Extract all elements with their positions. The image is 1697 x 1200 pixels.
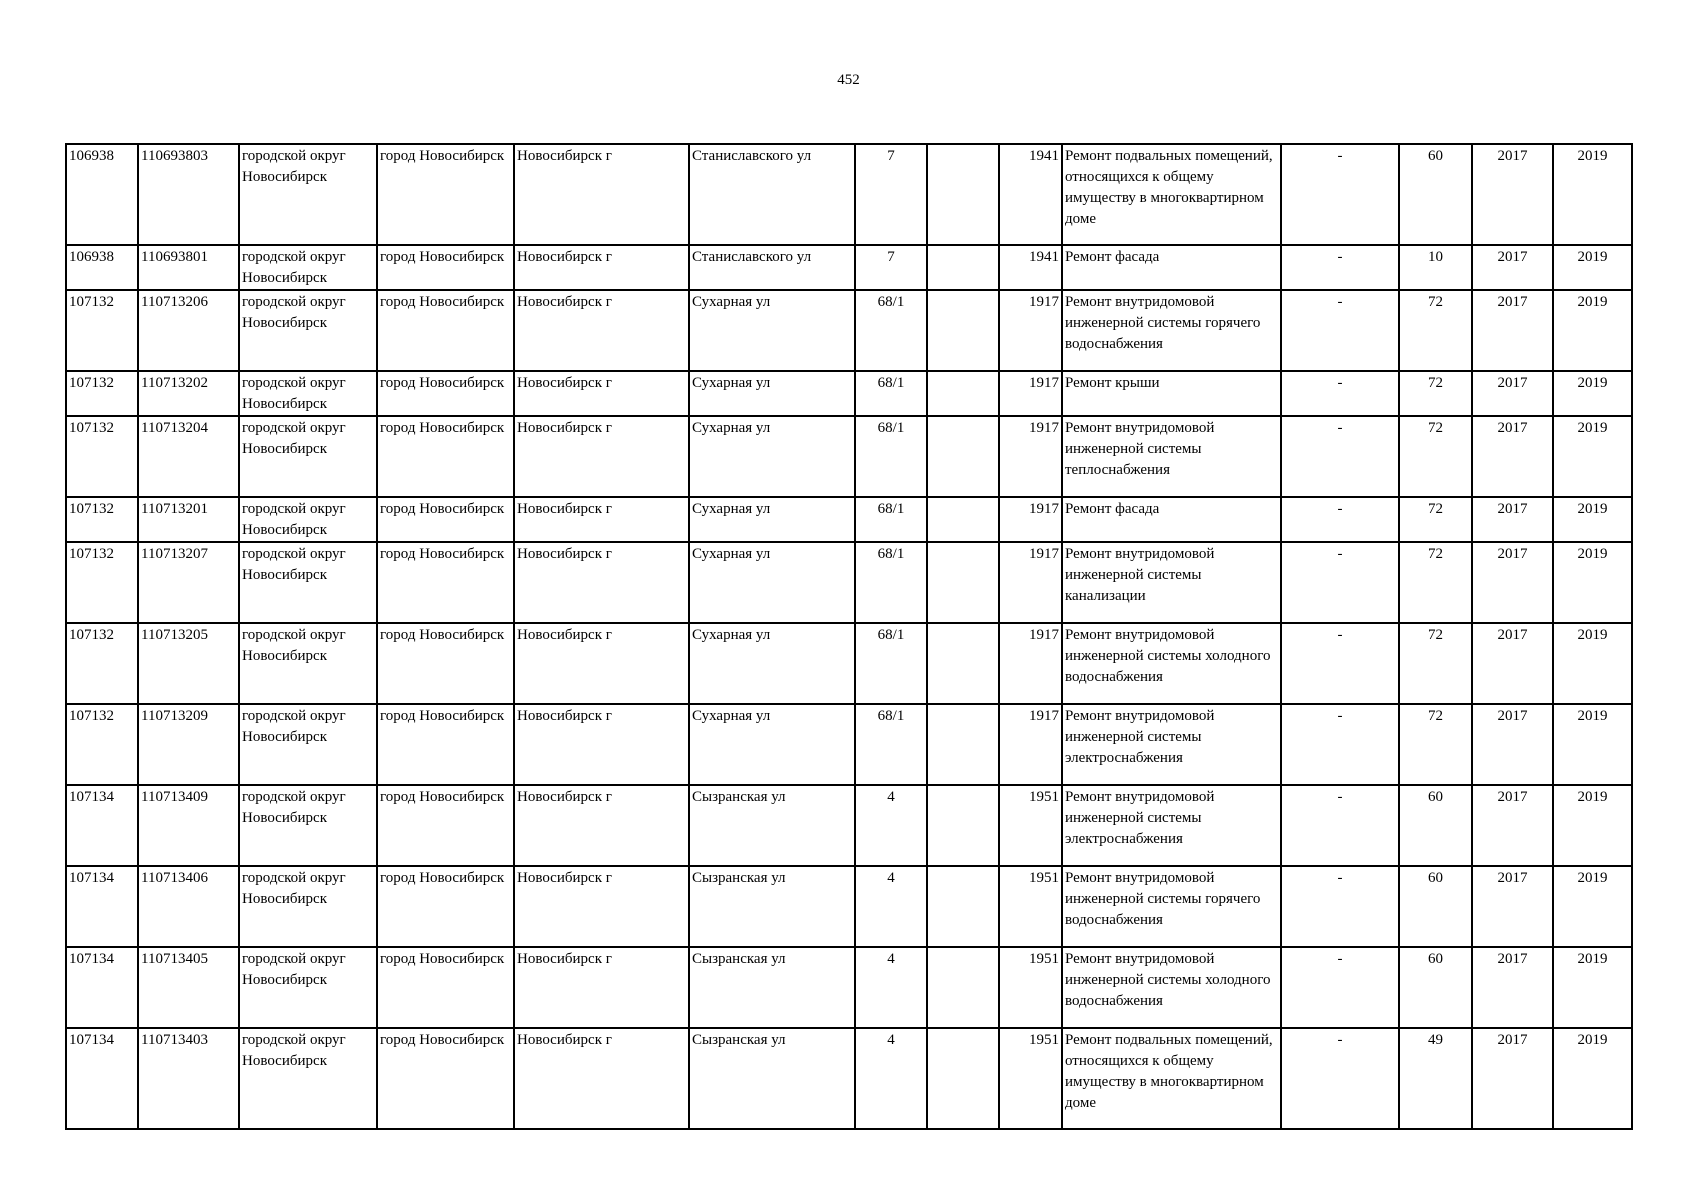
end-year-cell: 2019 — [1553, 290, 1632, 371]
end-year-cell: 2019 — [1553, 704, 1632, 785]
house-id-cell: 107132 — [66, 704, 138, 785]
dash-cell: - — [1281, 290, 1399, 371]
work-type-cell: Ремонт крыши — [1062, 371, 1281, 416]
district-cell: городской округ Новосибирск — [239, 785, 377, 866]
dash-cell: - — [1281, 947, 1399, 1028]
build-year-cell: 1941 — [999, 245, 1062, 290]
building-cell — [927, 371, 999, 416]
building-cell — [927, 245, 999, 290]
dash-cell: - — [1281, 785, 1399, 866]
build-year-cell: 1951 — [999, 785, 1062, 866]
street-cell: Сухарная ул — [689, 623, 855, 704]
build-year-cell: 1917 — [999, 416, 1062, 497]
settlement-cell: город Новосибирск — [377, 416, 514, 497]
start-year-cell: 2017 — [1472, 623, 1553, 704]
house-id-cell: 107132 — [66, 371, 138, 416]
district-cell: городской округ Новосибирск — [239, 947, 377, 1028]
house-id-cell: 107134 — [66, 785, 138, 866]
table-row — [66, 866, 1632, 947]
building-cell — [927, 144, 999, 245]
city-cell: Новосибирск г — [514, 416, 689, 497]
building-cell — [927, 785, 999, 866]
wear-cell: 60 — [1399, 785, 1472, 866]
wear-cell: 49 — [1399, 1028, 1472, 1129]
work-type-cell: Ремонт внутридомовой инженерной системы холодного водоснабжения — [1062, 623, 1281, 704]
wear-cell: 72 — [1399, 704, 1472, 785]
settlement-cell: город Новосибирск — [377, 144, 514, 245]
house-id-cell: 107132 — [66, 497, 138, 542]
district-cell: городской округ Новосибирск — [239, 704, 377, 785]
start-year-cell: 2017 — [1472, 1028, 1553, 1129]
work-type-cell: Ремонт фасада — [1062, 245, 1281, 290]
record-id-cell: 110693801 — [138, 245, 239, 290]
work-type-cell: Ремонт фасада — [1062, 497, 1281, 542]
house-number-cell: 4 — [855, 785, 927, 866]
build-year-cell: 1951 — [999, 1028, 1062, 1129]
table-row — [66, 623, 1632, 704]
building-cell — [927, 290, 999, 371]
start-year-cell: 2017 — [1472, 704, 1553, 785]
wear-cell: 60 — [1399, 866, 1472, 947]
house-id-cell: 107132 — [66, 623, 138, 704]
build-year-cell: 1917 — [999, 623, 1062, 704]
build-year-cell: 1951 — [999, 866, 1062, 947]
building-cell — [927, 947, 999, 1028]
dash-cell: - — [1281, 542, 1399, 623]
start-year-cell: 2017 — [1472, 290, 1553, 371]
house-id-cell: 106938 — [66, 144, 138, 245]
build-year-cell: 1941 — [999, 144, 1062, 245]
settlement-cell: город Новосибирск — [377, 785, 514, 866]
street-cell: Сызранская ул — [689, 866, 855, 947]
dash-cell: - — [1281, 704, 1399, 785]
district-cell: городской округ Новосибирск — [239, 245, 377, 290]
dash-cell: - — [1281, 416, 1399, 497]
wear-cell: 72 — [1399, 542, 1472, 623]
street-cell: Сухарная ул — [689, 371, 855, 416]
start-year-cell: 2017 — [1472, 416, 1553, 497]
building-cell — [927, 416, 999, 497]
table-row — [66, 144, 1632, 245]
record-id-cell: 110713405 — [138, 947, 239, 1028]
city-cell: Новосибирск г — [514, 866, 689, 947]
end-year-cell: 2019 — [1553, 371, 1632, 416]
build-year-cell: 1917 — [999, 290, 1062, 371]
build-year-cell: 1917 — [999, 542, 1062, 623]
house-id-cell: 106938 — [66, 245, 138, 290]
build-year-cell: 1917 — [999, 704, 1062, 785]
end-year-cell: 2019 — [1553, 623, 1632, 704]
building-cell — [927, 623, 999, 704]
start-year-cell: 2017 — [1472, 371, 1553, 416]
city-cell: Новосибирск г — [514, 497, 689, 542]
record-id-cell: 110713209 — [138, 704, 239, 785]
district-cell: городской округ Новосибирск — [239, 371, 377, 416]
district-cell: городской округ Новосибирск — [239, 144, 377, 245]
wear-cell: 72 — [1399, 623, 1472, 704]
city-cell: Новосибирск г — [514, 290, 689, 371]
end-year-cell: 2019 — [1553, 785, 1632, 866]
district-cell: городской округ Новосибирск — [239, 290, 377, 371]
settlement-cell: город Новосибирск — [377, 245, 514, 290]
work-type-cell: Ремонт внутридомовой инженерной системы электроснабжения — [1062, 704, 1281, 785]
record-id-cell: 110713206 — [138, 290, 239, 371]
work-type-cell: Ремонт внутридомовой инженерной системы горячего водоснабжения — [1062, 290, 1281, 371]
house-id-cell: 107132 — [66, 416, 138, 497]
city-cell: Новосибирск г — [514, 704, 689, 785]
house-id-cell: 107132 — [66, 542, 138, 623]
house-number-cell: 7 — [855, 144, 927, 245]
start-year-cell: 2017 — [1472, 542, 1553, 623]
table-body — [66, 144, 1632, 1129]
house-id-cell: 107134 — [66, 866, 138, 947]
street-cell: Станиславского ул — [689, 144, 855, 245]
end-year-cell: 2019 — [1553, 1028, 1632, 1129]
dash-cell: - — [1281, 497, 1399, 542]
table-row — [66, 290, 1632, 371]
house-number-cell: 68/1 — [855, 497, 927, 542]
wear-cell: 72 — [1399, 497, 1472, 542]
work-type-cell: Ремонт подвальных помещений, относящихся к общему имуществу в многоквартирном доме — [1062, 144, 1281, 245]
city-cell: Новосибирск г — [514, 947, 689, 1028]
build-year-cell: 1951 — [999, 947, 1062, 1028]
house-number-cell: 68/1 — [855, 704, 927, 785]
table-row — [66, 542, 1632, 623]
wear-cell: 72 — [1399, 416, 1472, 497]
work-type-cell: Ремонт подвальных помещений, относящихся к общему имуществу в многоквартирном доме — [1062, 1028, 1281, 1129]
work-type-cell: Ремонт внутридомовой инженерной системы теплоснабжения — [1062, 416, 1281, 497]
table-row — [66, 497, 1632, 542]
work-type-cell: Ремонт внутридомовой инженерной системы электроснабжения — [1062, 785, 1281, 866]
build-year-cell: 1917 — [999, 497, 1062, 542]
settlement-cell: город Новосибирск — [377, 704, 514, 785]
house-number-cell: 68/1 — [855, 290, 927, 371]
district-cell: городской округ Новосибирск — [239, 1028, 377, 1129]
house-number-cell: 4 — [855, 947, 927, 1028]
street-cell: Сызранская ул — [689, 785, 855, 866]
end-year-cell: 2019 — [1553, 245, 1632, 290]
street-cell: Сухарная ул — [689, 416, 855, 497]
page-number: 452 — [837, 72, 860, 88]
record-id-cell: 110713403 — [138, 1028, 239, 1129]
work-type-cell: Ремонт внутридомовой инженерной системы канализации — [1062, 542, 1281, 623]
end-year-cell: 2019 — [1553, 144, 1632, 245]
building-cell — [927, 497, 999, 542]
settlement-cell: город Новосибирск — [377, 290, 514, 371]
start-year-cell: 2017 — [1472, 497, 1553, 542]
table-row — [66, 371, 1632, 416]
settlement-cell: город Новосибирск — [377, 623, 514, 704]
wear-cell: 60 — [1399, 947, 1472, 1028]
build-year-cell: 1917 — [999, 371, 1062, 416]
district-cell: городской округ Новосибирск — [239, 416, 377, 497]
table-row — [66, 416, 1632, 497]
work-type-cell: Ремонт внутридомовой инженерной системы горячего водоснабжения — [1062, 866, 1281, 947]
settlement-cell: город Новосибирск — [377, 371, 514, 416]
street-cell: Сызранская ул — [689, 947, 855, 1028]
wear-cell: 72 — [1399, 371, 1472, 416]
building-cell — [927, 1028, 999, 1129]
street-cell: Сухарная ул — [689, 704, 855, 785]
wear-cell: 10 — [1399, 245, 1472, 290]
record-id-cell: 110713406 — [138, 866, 239, 947]
street-cell: Сухарная ул — [689, 497, 855, 542]
dash-cell: - — [1281, 1028, 1399, 1129]
city-cell: Новосибирск г — [514, 785, 689, 866]
record-id-cell: 110713204 — [138, 416, 239, 497]
settlement-cell: город Новосибирск — [377, 497, 514, 542]
building-cell — [927, 542, 999, 623]
table-row — [66, 245, 1632, 290]
record-id-cell: 110713202 — [138, 371, 239, 416]
street-cell: Сухарная ул — [689, 290, 855, 371]
settlement-cell: город Новосибирск — [377, 866, 514, 947]
house-number-cell: 7 — [855, 245, 927, 290]
start-year-cell: 2017 — [1472, 785, 1553, 866]
table-row — [66, 785, 1632, 866]
house-number-cell: 68/1 — [855, 623, 927, 704]
dash-cell: - — [1281, 866, 1399, 947]
city-cell: Новосибирск г — [514, 245, 689, 290]
district-cell: городской округ Новосибирск — [239, 497, 377, 542]
house-number-cell: 68/1 — [855, 416, 927, 497]
house-number-cell: 68/1 — [855, 371, 927, 416]
record-id-cell: 110713207 — [138, 542, 239, 623]
end-year-cell: 2019 — [1553, 866, 1632, 947]
record-id-cell: 110693803 — [138, 144, 239, 245]
house-number-cell: 68/1 — [855, 542, 927, 623]
record-id-cell: 110713201 — [138, 497, 239, 542]
repair-register-table — [65, 143, 1633, 1130]
city-cell: Новосибирск г — [514, 623, 689, 704]
city-cell: Новосибирск г — [514, 542, 689, 623]
record-id-cell: 110713409 — [138, 785, 239, 866]
dash-cell: - — [1281, 144, 1399, 245]
end-year-cell: 2019 — [1553, 947, 1632, 1028]
building-cell — [927, 704, 999, 785]
end-year-cell: 2019 — [1553, 497, 1632, 542]
dash-cell: - — [1281, 371, 1399, 416]
settlement-cell: город Новосибирск — [377, 1028, 514, 1129]
house-id-cell: 107134 — [66, 1028, 138, 1129]
street-cell: Сухарная ул — [689, 542, 855, 623]
city-cell: Новосибирск г — [514, 144, 689, 245]
house-id-cell: 107132 — [66, 290, 138, 371]
start-year-cell: 2017 — [1472, 866, 1553, 947]
city-cell: Новосибирск г — [514, 1028, 689, 1129]
end-year-cell: 2019 — [1553, 542, 1632, 623]
dash-cell: - — [1281, 245, 1399, 290]
table-row — [66, 947, 1632, 1028]
end-year-cell: 2019 — [1553, 416, 1632, 497]
start-year-cell: 2017 — [1472, 245, 1553, 290]
table-row — [66, 1028, 1632, 1129]
wear-cell: 60 — [1399, 144, 1472, 245]
settlement-cell: город Новосибирск — [377, 542, 514, 623]
city-cell: Новосибирск г — [514, 371, 689, 416]
work-type-cell: Ремонт внутридомовой инженерной системы холодного водоснабжения — [1062, 947, 1281, 1028]
house-number-cell: 4 — [855, 866, 927, 947]
dash-cell: - — [1281, 623, 1399, 704]
record-id-cell: 110713205 — [138, 623, 239, 704]
start-year-cell: 2017 — [1472, 144, 1553, 245]
wear-cell: 72 — [1399, 290, 1472, 371]
house-number-cell: 4 — [855, 1028, 927, 1129]
start-year-cell: 2017 — [1472, 947, 1553, 1028]
building-cell — [927, 866, 999, 947]
table-row — [66, 704, 1632, 785]
district-cell: городской округ Новосибирск — [239, 866, 377, 947]
street-cell: Станиславского ул — [689, 245, 855, 290]
settlement-cell: город Новосибирск — [377, 947, 514, 1028]
district-cell: городской округ Новосибирск — [239, 542, 377, 623]
street-cell: Сызранская ул — [689, 1028, 855, 1129]
district-cell: городской округ Новосибирск — [239, 623, 377, 704]
house-id-cell: 107134 — [66, 947, 138, 1028]
